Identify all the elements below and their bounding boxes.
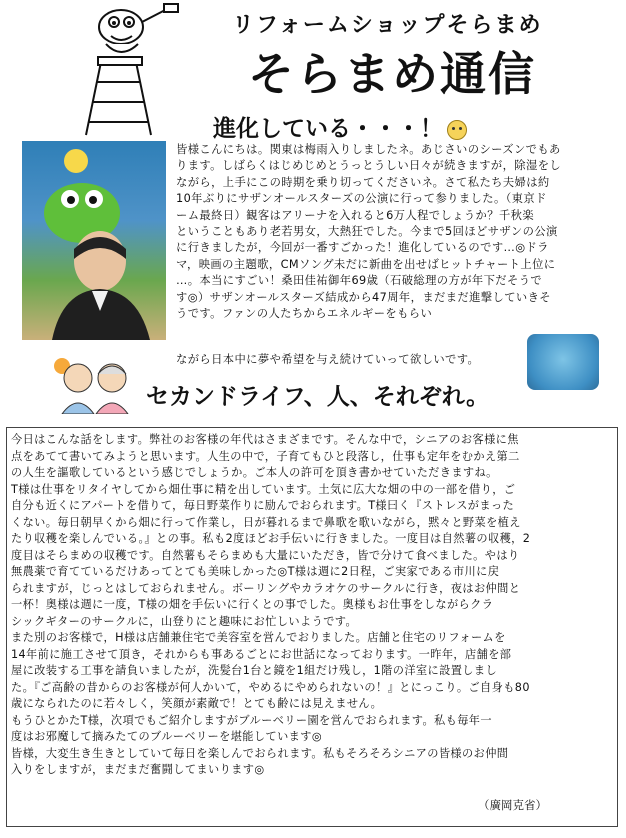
shop-name: リフォームショップそらまめ <box>232 13 543 38</box>
section2-line: たり収穫を楽しんでいる。』との事。私も2度ほどお手伝いに行きました。一度目は自然薯の収穫，2 <box>11 532 531 545</box>
section2-line: T様は仕事をリタイヤしてから畑仕事に精を出しています。土気に広大な畑の中の一部を借り，ご <box>11 482 516 496</box>
concert-badge-image <box>527 334 599 390</box>
section2-line: 一杯！奥様は週に一度，T様の畑を手伝いに行くとの事でした。奥様もお仕事をしながらクラ <box>11 598 494 611</box>
section2-line: 14年前に施工させて頂き，それからも事あるごとにお世話になっております。一昨年，店舗を部 <box>11 647 512 661</box>
section2-line: もうひとかたT様，次項でもご紹介しますがブルーベリー園を営んでおられます。私も毎年一 <box>11 713 492 727</box>
newsletter-title: そらまめ通信 <box>248 47 536 101</box>
section1-line: マ，映画の主題歌，CMソング未だに新曲を出せばヒットチャート上位に <box>176 257 556 271</box>
author-photo <box>22 141 166 340</box>
section2-line: また別のお客様で，H様は店舗兼住宅で美容室を営んでおりました。店舗と住宅のリフォームを <box>11 631 506 644</box>
section2-line: 自分も近くにアパートを借りて，毎日野菜作りに励んでおられます。T様曰く『ストレスがまった <box>11 499 515 512</box>
author-signature: （廣岡克省） <box>478 798 547 812</box>
section1-line: …。本当にすごい！桑田佳祐御年69歳（石破総理の方が年下だそうで <box>176 274 543 288</box>
mascot-on-ladder-illustration <box>76 2 186 137</box>
section1-line: 皆様こんにちは。関東は梅雨入りしましたネ。あじさいのシーズンでもあ <box>176 143 561 156</box>
section2-line: の人生を謳歌しているという感じでしょうか。ご本人の許可を頂き書かせていただきますね。 <box>11 466 498 479</box>
section2-line: 入りをしますが，まだまだ奮闘してまいります◎ <box>11 763 265 776</box>
section1-last-line: ながら日本中に夢や希望を与え続けていって欲しいです。 <box>176 353 480 366</box>
section1-line: ながら，上手にこの時期を乗り切ってくださいネ。さて私たち夫婦は約 <box>176 175 550 189</box>
section1-heading-text: 進化している・・・！ <box>213 116 443 142</box>
section2-line: 今日はこんな話をします。弊社のお客様の年代はさまざまです。そんな中で，シニアのお客様に焦 <box>11 433 519 446</box>
section1-line: うです。ファンの人たちからエネルギーをもらい <box>176 307 433 321</box>
section1-line: ーム最終日）観客はアリーナを入れると6万人程でしょうか？千秋楽 <box>176 208 535 222</box>
section2-line: 度目はそらまめの収穫です。自然薯もそらまめも大量にいただき，皆で分けて食べました。やはり <box>11 548 520 562</box>
section2-line: 屋に改装する工事を請負いましたが，洗髪台1台と鏡を1組だけ残し，1階の洋室に設置しまし <box>11 664 498 677</box>
author-photo-illustration <box>22 141 166 340</box>
section1-heading <box>213 110 467 143</box>
section1-line: に行きましたが，今回が一番すごかった！進化しているのです…◎ドラ <box>176 241 549 255</box>
section1-body <box>176 142 561 322</box>
section2-line: 無農薬で育てているだけあってとても美味しかった◎T様は週に2日程，ご実家である市川に戻 <box>11 565 500 578</box>
section1-line: ということもあり老若男女，大熱狂でした。今まで5回ほどサザンの公演 <box>176 225 558 239</box>
senior-couple-illustration <box>44 352 146 414</box>
section1-line: 10年ぶりにサザンオールスターズの公演に行って参りました。（東京ド <box>176 192 547 206</box>
section2-line: くない。毎日朝早くから畑に行って作業し，日が暮れるまで鼻歌を歌いながら，黙々と野菜を植え <box>11 515 521 529</box>
section2-line: 皆様，大変生き生きとしていて毎日を楽しんでおられます。私もそろそろシニアの皆様のお仲間 <box>11 746 509 760</box>
section2-line: た。『ご高齢の昔からのお客様が何人かいて，やめるにやめられないの！』とにっこり。ご自身も80 <box>11 680 530 694</box>
section2-line: シックギターのサークルに，山登りにと趣味にお忙しいようです。 <box>11 614 358 628</box>
section2-line: 点をあてて書いてみようと思います。人生の中で，子育てもひと段落し，仕事も定年をむかえ第二 <box>11 449 520 463</box>
section2-heading: セカンドライフ、人、それぞれ。 <box>146 384 490 410</box>
section1-line: ります。しばらくはじめじめとうっとうしい日々が続きますが，除湿をし <box>176 159 562 173</box>
section1-line: す◎）サザンオールスターズ結成から47周年，まだまだ進撃していきそ <box>176 290 551 304</box>
section2-line: られますが，じっとはしておられません。ボーリングやカラオケのサークルに行き，夜はお仲間と <box>11 581 521 595</box>
section2-line: 度はお邪魔して摘みたてのブルーベリーを堪能しています◎ <box>11 730 322 743</box>
surprised-face-icon <box>447 120 467 140</box>
section2-line: 歳になられたのに若々しく，笑顔が素敵で！とても齢には見えません。 <box>11 697 383 710</box>
section2-body <box>11 432 530 779</box>
